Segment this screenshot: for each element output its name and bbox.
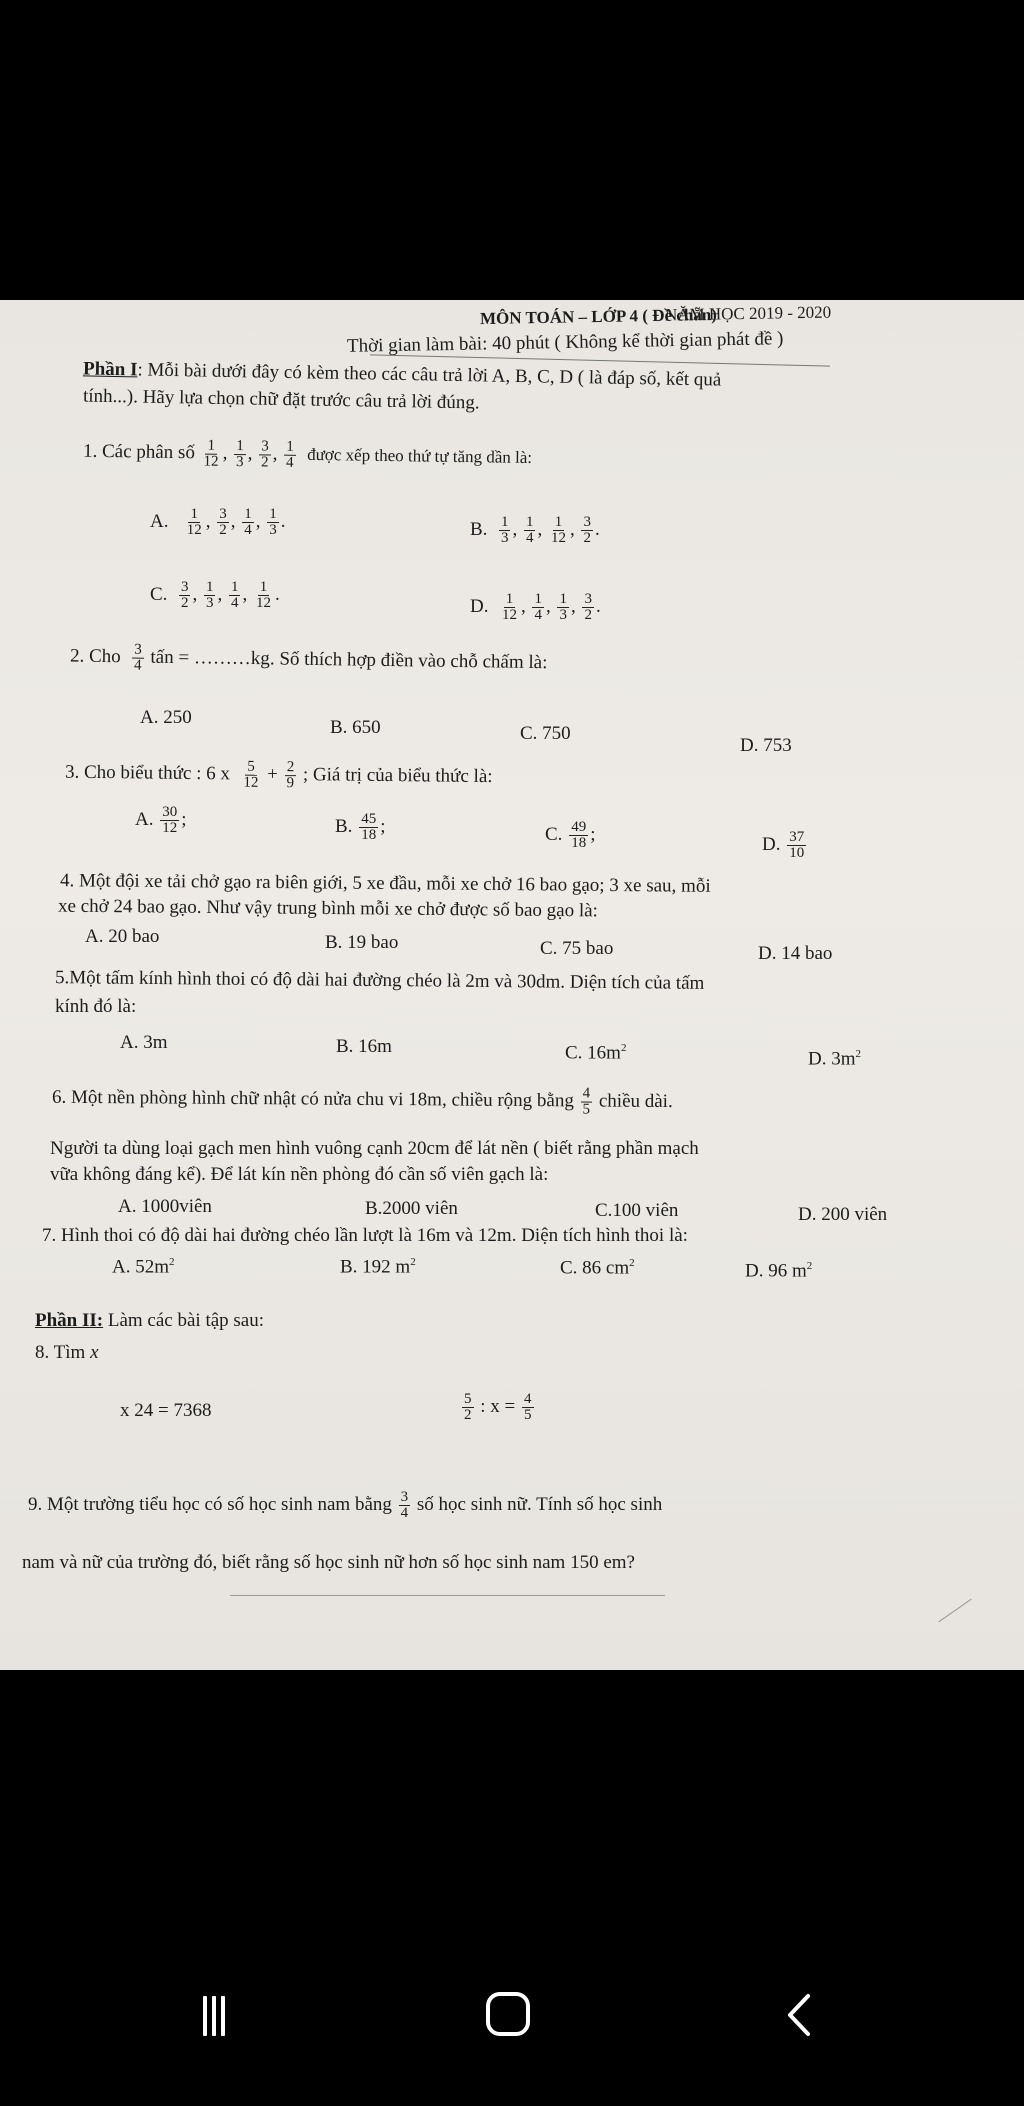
navigation-bar	[0, 1980, 1024, 2060]
q5-option-a: A. 3m	[120, 1032, 168, 1053]
q6-option-a: A. 1000viên	[118, 1196, 212, 1217]
home-button[interactable]	[486, 1992, 530, 2036]
q2-frac: $\frac{3}{4}$	[133, 641, 142, 674]
part1-intro-b: tính...). Hãy lựa chọn chữ đặt trước câu trả lời đúng.	[82, 385, 480, 414]
q1-frac-4: $\frac{1}{4}$	[285, 438, 294, 471]
q2-option-c: C. 750	[520, 723, 571, 744]
q9-line1: 9. Một trường tiểu học có số học sinh nam bằng $\frac{3}{4}$ số học sinh nữ. Tính số học sinh	[28, 1489, 663, 1521]
q6-line2: Người ta dùng loại gạch men hình vuông cạnh 20cm để lát nền ( biết rằng phần mạch	[50, 1138, 699, 1159]
q8-title: 8. Tìm x	[35, 1342, 99, 1363]
q3-option-b: B. $\frac{45}{18}$ ;	[335, 811, 386, 843]
q6-line3: vữa không đáng kể). Để lát kín nền phòng đó cần số viên gạch là:	[50, 1164, 549, 1185]
q1-frac-3: $\frac{3}{2}$	[260, 438, 269, 471]
q5-option-c: C. $16m^2$	[565, 1042, 627, 1064]
q7-option-c: C. 86 $cm^2$	[560, 1257, 635, 1279]
q6-option-d: D. 200 viên	[798, 1204, 888, 1225]
subject-title: MÔN TOÁN – LỚP 4 ( Đề chẵn)	[479, 304, 718, 329]
q1-prefix: 1. Các phân số	[82, 440, 196, 464]
q1-option-c: C. $\frac{3}{2}$ , $\frac{1}{3}$ , $\frac{1}{4}$ , $\frac{1}{12}$ .	[150, 579, 280, 611]
bottom-rule	[230, 1595, 665, 1596]
q2-option-a: A. 250	[140, 707, 192, 728]
question-2: 2. Cho $\frac{3}{4}$ tấn = ………kg. Số thích hợp điền vào chỗ chấm là:	[69, 641, 548, 674]
part2-title: Phần II:	[35, 1310, 104, 1331]
q4-option-a: A. 20 bao	[85, 926, 160, 947]
q8-eq1: x 24 = 7368	[120, 1400, 212, 1421]
q6-line1: 6. Một nền phòng hình chữ nhật có nửa chu vi 18m, chiều rộng bằng $\frac{4}{5}$ chiều dài.	[51, 1085, 673, 1118]
q6-option-b: B.2000 viên	[365, 1198, 458, 1219]
q4-line2: xe chở 24 bao gạo. Như vậy trung bình mỗi xe chở được số bao gạo là:	[57, 895, 598, 922]
q2-option-b: B. 650	[330, 717, 381, 738]
q3-option-d: D. $\frac{37}{10}$	[762, 829, 805, 861]
q3-option-c: C. $\frac{49}{18}$ ;	[545, 819, 596, 851]
q1-option-d: D. $\frac{1}{12}$ , $\frac{1}{4}$ , $\frac{1}{3}$ , $\frac{3}{2}$ .	[470, 591, 601, 623]
school-year: NĂM HỌC 2019 - 2020	[664, 302, 832, 325]
q4-option-d: D. 14 bao	[758, 943, 833, 964]
q1-frac-2: $\frac{1}{3}$	[235, 438, 244, 471]
back-button[interactable]	[780, 1990, 820, 2040]
q1-option-b: B. $\frac{1}{3}$ , $\frac{1}{4}$ , $\frac{1}{12}$ , $\frac{3}{2}$ .	[470, 514, 600, 546]
exam-paper	[0, 300, 1024, 1670]
q8-eq2: $\frac{5}{2}$ : x = $\frac{4}{5}$	[464, 1391, 532, 1423]
q1-suffix: được xếp theo thứ tự tăng dần là:	[307, 444, 533, 467]
question-3: 3. Cho biểu thức : 6 x $\frac{5}{12}$ + $\frac{2}{9}$ ; Giá trị của biểu thức là:	[64, 758, 493, 792]
pen-mark	[938, 1599, 971, 1623]
back-icon	[780, 1990, 820, 2040]
q4-line1: 4. Một đội xe tải chở gạo ra biên giới, 5 xe đầu, mỗi xe chở 16 bao gạo; 3 xe sau, mỗi	[59, 870, 711, 897]
q7-option-a: A. $52m^2$	[112, 1256, 175, 1278]
recent-apps-icon	[203, 1996, 207, 2036]
q6-option-c: C.100 viên	[595, 1200, 679, 1221]
q5-option-b: B. 16m	[336, 1036, 392, 1057]
part2-heading	[35, 1310, 264, 1333]
q7-option-d: D. 96 $m^2$	[745, 1260, 813, 1282]
question-1: 1. Các phân số $\frac{1}{12}$ , $\frac{1}{3}$ , $\frac{3}{2}$ , $\frac{1}{4}$ được xếp theo thứ tự tăng dần là:	[82, 437, 533, 471]
q4-option-c: C. 75 bao	[540, 938, 614, 959]
part2-intro: Làm các bài tập sau:	[103, 1310, 265, 1331]
q5-line2: kính đó là:	[55, 996, 137, 1017]
time-limit: Thời gian làm bài: 40 phút ( Không kể thời gian phát đề )	[346, 328, 784, 357]
q5-option-d: D. $3m^2$	[808, 1048, 861, 1070]
q1-option-a: A. $\frac{1}{12}$ , $\frac{3}{2}$ , $\frac{1}{4}$ , $\frac{1}{3}$ .	[150, 506, 286, 538]
q5-line1: 5.Một tấm kính hình thoi có độ dài hai đường chéo là 2m và 30dm. Diện tích của tấm	[54, 967, 705, 994]
q7-line: 7. Hình thoi có độ dài hai đường chéo lần lượt là 16m và 12m. Diện tích hình thoi là:	[42, 1225, 688, 1246]
q9-line2: nam và nữ của trường đó, biết rằng số học sinh nữ hơn số học sinh nam 150 em?	[22, 1552, 635, 1573]
q4-option-b: B. 19 bao	[325, 932, 399, 953]
q7-option-b: B. 192 $m^2$	[340, 1256, 416, 1278]
part1-intro-a: : Mỗi bài dưới đây có kèm theo các câu trả lời A, B, C, D ( là đáp số, kết quả	[137, 359, 722, 391]
part1-title: Phần I	[82, 358, 138, 381]
recent-apps-button[interactable]	[203, 1996, 225, 2036]
q3-option-a: A. $\frac{30}{12}$ ;	[135, 804, 187, 836]
q2-option-d: D. 753	[740, 735, 792, 756]
q1-frac-1: $\frac{1}{12}$	[203, 437, 219, 470]
